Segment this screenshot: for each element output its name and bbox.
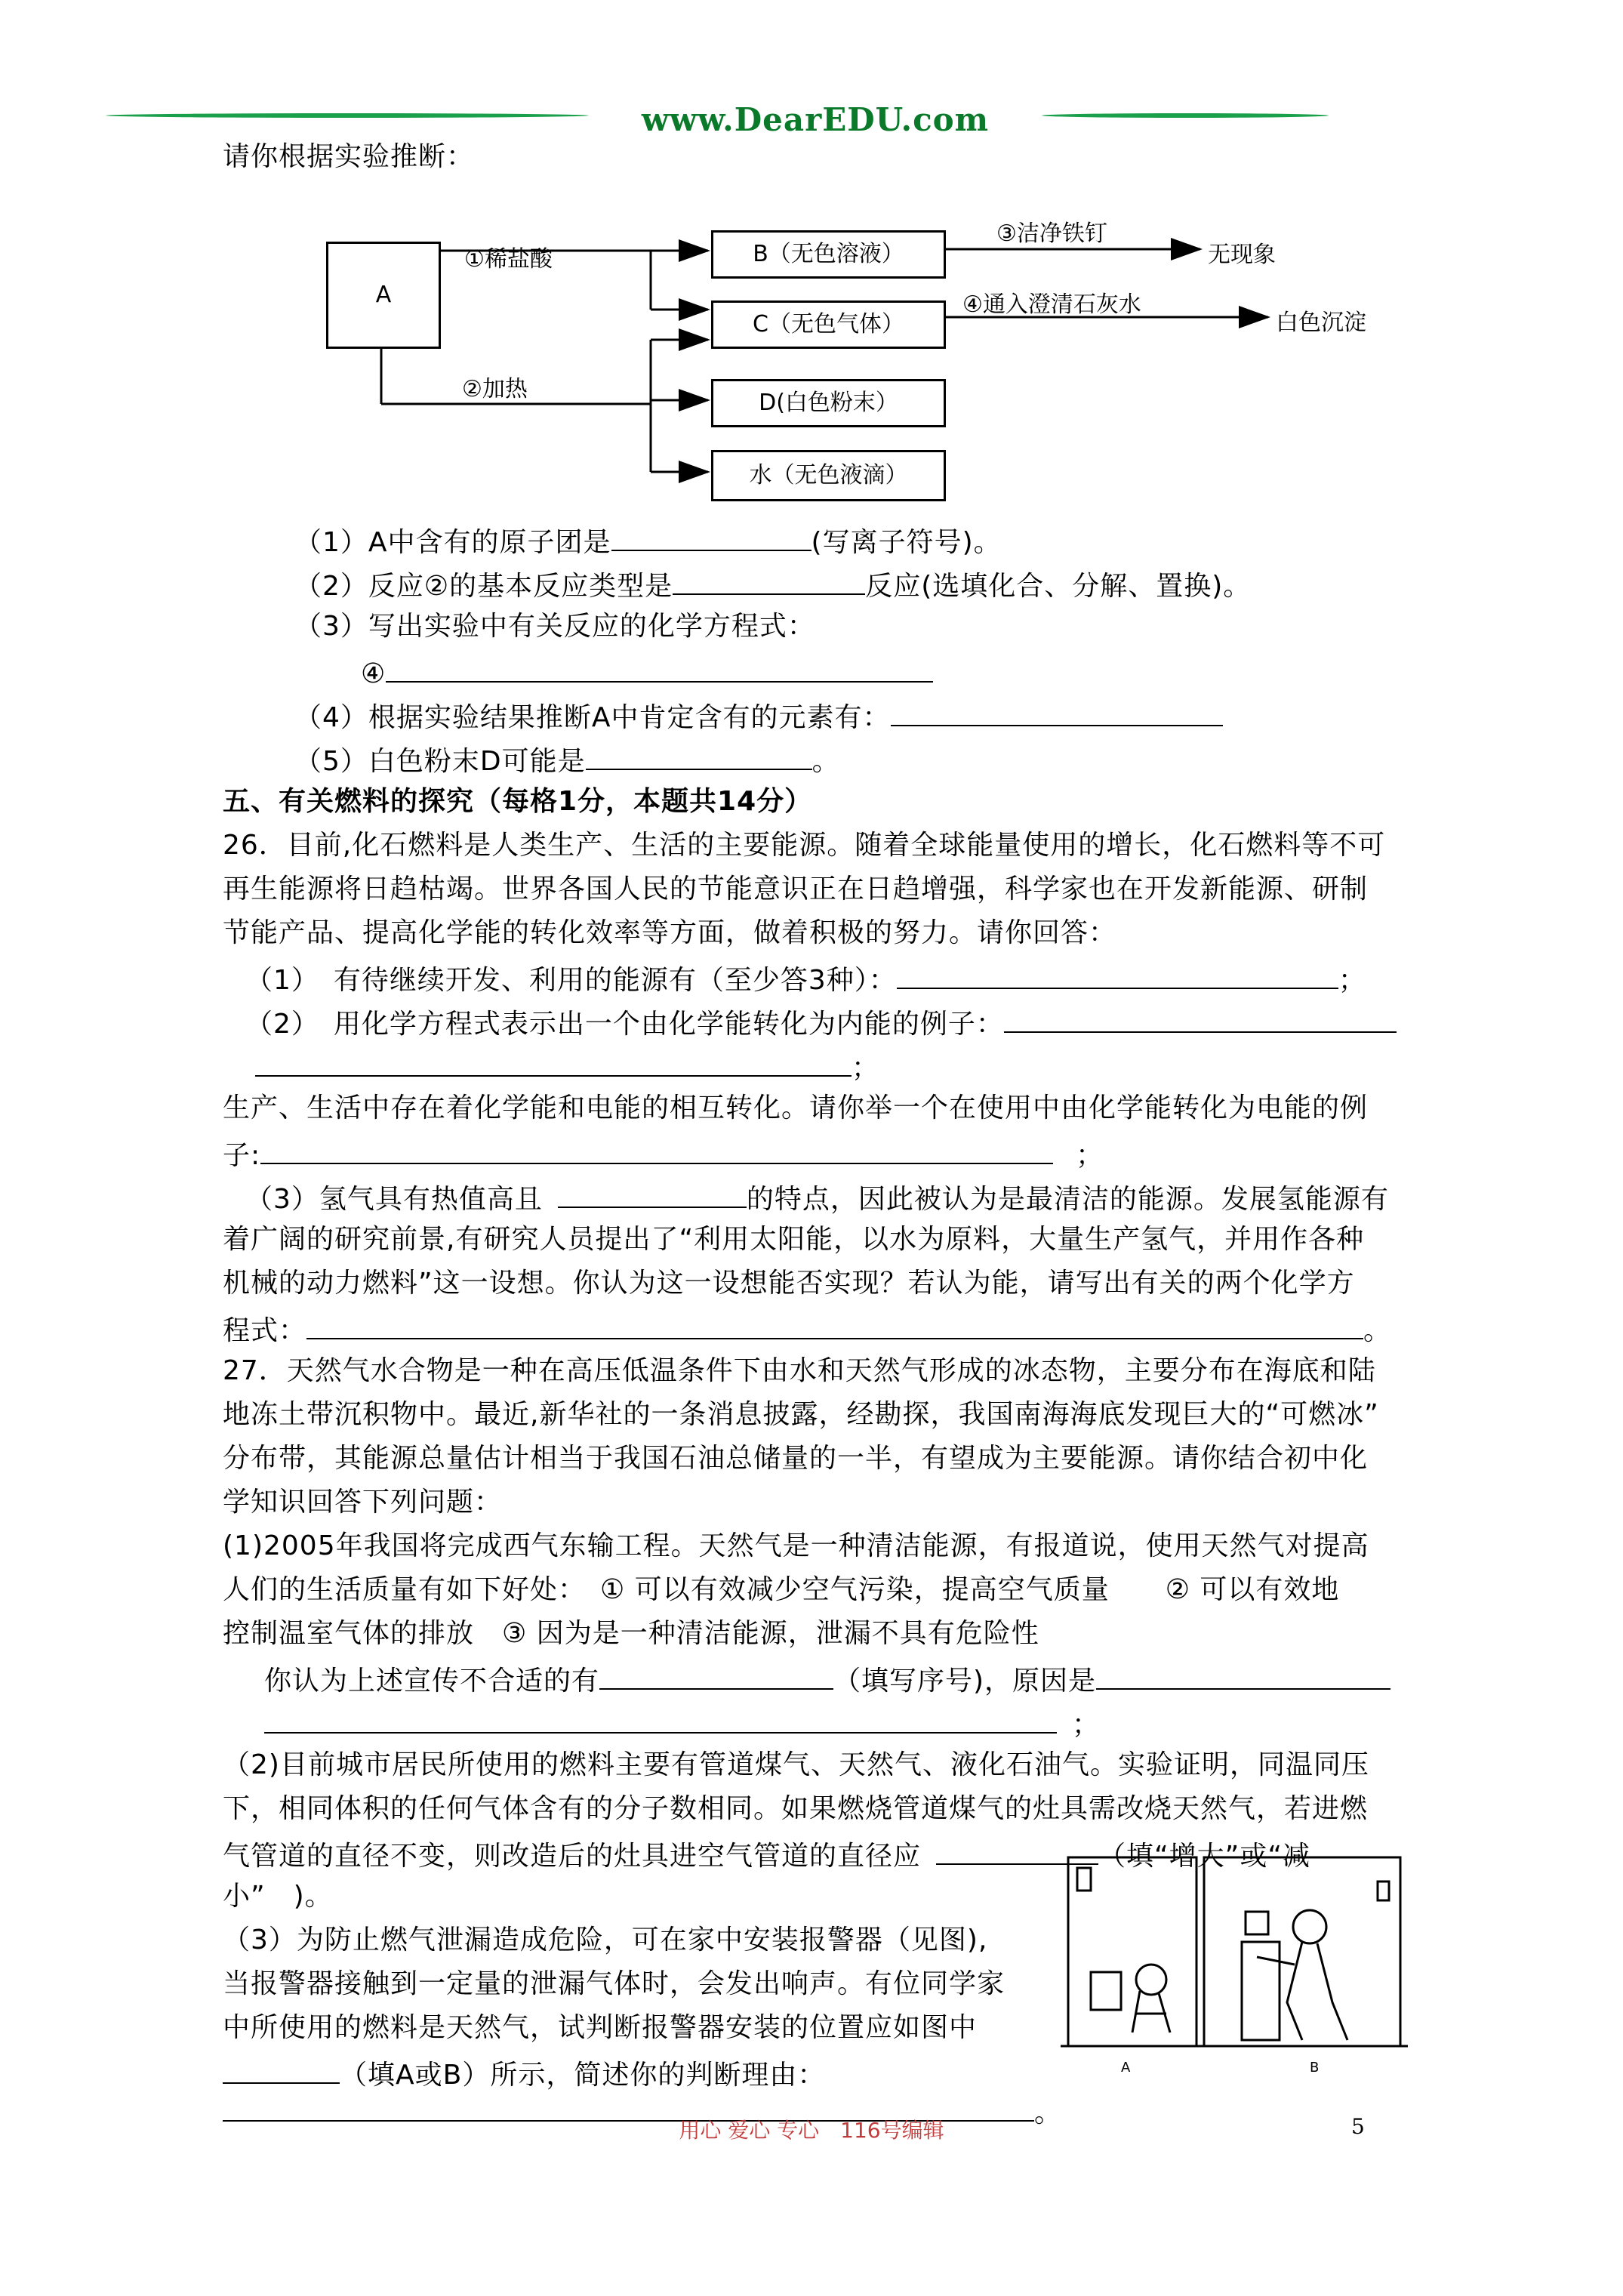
answer-blank[interactable]: [611, 522, 812, 551]
q26-sub3-c: 着广阔的研究前景,有研究人员提出了“利用太阳能，以水为原料，大量生产氢气，并用作各种: [223, 1224, 1365, 1255]
q27-sub1-f: ；: [264, 1705, 1100, 1742]
result4-label: 白色沉淀: [1276, 310, 1366, 336]
q25-item1: （1）A中含有的原子团是 (写离子符号)。: [294, 522, 1002, 559]
box-a: A: [326, 242, 441, 349]
q26-line1: 26．目前,化石燃料是人类生产、生活的主要能源。随着全球能量使用的增长，化石燃料等不可: [223, 830, 1386, 861]
q27-sub3-e: 。: [223, 2093, 1062, 2130]
q25-item2: （2）反应②的基本反应类型是 反应(选填化合、分解、置换)。: [294, 566, 1251, 603]
box-water: 水（无色液滴）: [711, 450, 946, 501]
q26-sub3-e: 程式： 。: [223, 1311, 1391, 1348]
page-number: 5: [1351, 2114, 1365, 2139]
box-d: D(白色粉末）: [711, 379, 946, 427]
answer-blank[interactable]: [897, 960, 1338, 989]
box-c: C（无色气体）: [711, 300, 946, 349]
q27-sub3-d: （填A或B）所示，简述你的判断理由：: [223, 2055, 825, 2092]
step4-label: ④通入澄清石灰水: [962, 291, 1141, 318]
q27-sub1-a: (1)2005年我国将完成西气东输工程。天然气是一种清洁能源，有报道说，使用天然气对提高: [223, 1530, 1369, 1561]
q27-line1: 27．天然气水合物是一种在高压低温条件下由水和天然气形成的冰态物，主要分布在海底和陆: [223, 1355, 1376, 1386]
q25-item3-eq: ④: [361, 654, 933, 691]
q26-sub2-cont: ；: [255, 1048, 879, 1085]
q27-line3: 分布带，其能源总量估计相当于我国石油总储量的一半，有望成为主要能源。请你结合初中化: [223, 1443, 1369, 1474]
q26-sub1: （1） 有待继续开发、利用的能源有（至少答3种）： ；: [245, 960, 1366, 997]
q27-sub2-a: （2)目前城市居民所使用的燃料主要有管道煤气、天然气、液化石油气。实验证明，同温同压: [223, 1749, 1369, 1780]
q26-line3: 节能产品、提高化学能的转化效率等方面，做着积极的努力。请你回答：: [223, 917, 1117, 948]
step1-label: ①稀盐酸: [464, 246, 553, 273]
q26-sub3-d: 机械的动力燃料”这一设想。你认为这一设想能否实现？若认为能，请写出有关的两个化学方: [223, 1268, 1355, 1299]
box-b: B（无色溶液）: [711, 230, 946, 279]
q27-sub1-c: 控制温室气体的排放 ③ 因为是一种清洁能源，泄漏不具有危险性: [223, 1618, 1039, 1649]
q26-sub2: （2） 用化学方程式表示出一个由化学能转化为内能的例子：: [245, 1004, 1397, 1041]
q27-line2: 地冻土带沉积物中。最近,新华社的一条消息披露，经勘探，我国南海海底发现巨大的“可燃冰”: [223, 1399, 1379, 1430]
intro-text: 请你根据实验推断：: [223, 141, 475, 172]
answer-blank[interactable]: [306, 1311, 1363, 1339]
q25-item4: （4）根据实验结果推断A中肯定含有的元素有：: [294, 698, 1223, 735]
step3-label: ③洁净铁钉: [996, 220, 1107, 247]
answer-blank[interactable]: [1004, 1004, 1397, 1033]
answer-blank[interactable]: [558, 1179, 747, 1208]
q27-sub1-b: 人们的生活质量有如下好处： ① 可以有效减少空气污染，提高空气质量 ② 可以有效地: [223, 1574, 1340, 1605]
alarm-scene-image: [1061, 1851, 1412, 2078]
q27-sub3-c: 中所使用的燃料是天然气，试判断报警器安装的位置应如图中: [223, 2012, 978, 2043]
q27-sub2-c: 气管道的直径不变，则改造后的灶具进空气管道的直径应 （填“增大”或“减: [223, 1836, 1310, 1873]
q27-sub1-d: 你认为上述宣传不合适的有 （填写序号)，原因是: [264, 1661, 1390, 1698]
step2-label: ②加热: [462, 376, 528, 402]
img-label-b: B: [1310, 2060, 1320, 2076]
q27-sub2-b: 下，相同体积的任何气体含有的分子数相同。如果燃烧管道煤气的灶具需改烧天然气，若进燃: [223, 1793, 1369, 1824]
gas-alarm-illustration: [1061, 1851, 1412, 2078]
q25-item3: （3）写出实验中有关反应的化学方程式：: [294, 611, 815, 642]
q26-sub2-c: 生产、生活中存在着化学能和电能的相互转化。请你举一个在使用中由化学能转化为电能的例: [223, 1093, 1369, 1123]
q27-sub3-b: 当报警器接触到一定量的泄漏气体时，会发出响声。有位同学家: [223, 1968, 1006, 1999]
answer-blank[interactable]: [386, 654, 933, 683]
q26-sub3-a: （3）氢气具有热值高且 的特点，因此被认为是最清洁的能源。发展氢能源有: [245, 1179, 1389, 1216]
answer-blank[interactable]: [264, 1705, 1057, 1734]
result3-label: 无现象: [1208, 242, 1276, 268]
answer-blank[interactable]: [586, 741, 812, 770]
q25-item5: （5）白色粉末D可能是 。: [294, 741, 840, 778]
answer-blank[interactable]: [891, 698, 1223, 726]
answer-blank[interactable]: [255, 1048, 852, 1077]
answer-blank[interactable]: [673, 566, 865, 595]
q26-line2: 再生能源将日趋枯竭。世界各国人民的节能意识正在日趋增强，科学家也在开发新能源、研制: [223, 874, 1369, 905]
q27-sub3-a: （3）为防止燃气泄漏造成危险，可在家中安装报警器（见图),: [223, 1925, 988, 1955]
answer-blank[interactable]: [1096, 1661, 1390, 1690]
answer-blank[interactable]: [223, 2055, 340, 2084]
answer-blank[interactable]: [599, 1661, 833, 1690]
q27-line4: 学知识回答下列问题：: [223, 1487, 503, 1518]
section5-title: 五、有关燃料的探究（每格1分，本题共14分）: [223, 786, 813, 817]
answer-blank[interactable]: [260, 1136, 1053, 1164]
q26-sub2-d: 子: ；: [223, 1136, 1104, 1173]
footer-text: 用心 爱心 专心 116号编辑: [679, 2118, 944, 2143]
header-site: www.DearEDU.com: [641, 101, 990, 138]
q27-sub2-d: 小” )。: [223, 1881, 333, 1912]
img-label-a: A: [1121, 2060, 1131, 2076]
